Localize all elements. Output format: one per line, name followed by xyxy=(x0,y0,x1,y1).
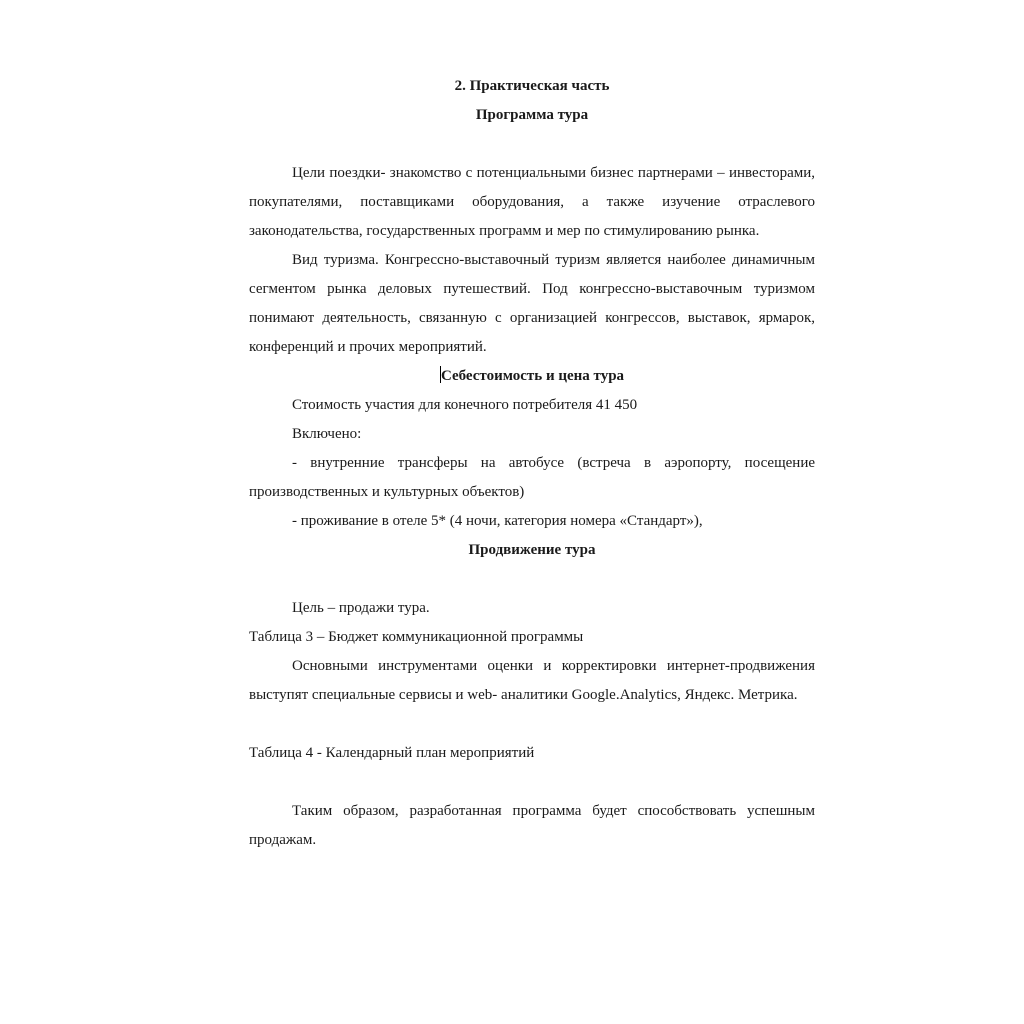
table4-caption: Таблица 4 - Календарный план мероприятий xyxy=(249,745,535,761)
section-title: 2. Практическая часть xyxy=(454,78,610,94)
cost-title xyxy=(249,362,815,391)
blank-line xyxy=(249,565,815,594)
cost-line: Стоимость участия для конечного потребителя 41 450 xyxy=(292,397,638,413)
paragraph-tools: Основными инструментами оценки и корректировки интернет-продвижения выступят специальные сервисы и web- аналитики Google.Analytics, Яндекс. Метрика. xyxy=(249,658,815,703)
promotion-title: Продвижение тура xyxy=(468,542,596,558)
included-transfers: - внутренние трансферы на автобусе (встреча в аэропорту, посещение производственных и культурных объектов) xyxy=(249,455,815,500)
blank-line xyxy=(249,710,815,739)
paragraph-tourism-type: Вид туризма. Конгрессно-выставочный туризм является наиболее динамичным сегментом рынка деловых путешествий. Под конгрессно-выставочным туризмом понимают деятельность, связанную с организацией конгрессов, выставок, ярмарок, конференций и прочих мероприятий. xyxy=(249,252,815,355)
document-page xyxy=(249,72,815,855)
paragraph-goals: Цели поездки- знакомство с потенциальными бизнес партнерами – инвесторами, покупателями, поставщиками оборудования, а также изучение отраслевого законодательства, государственных программ и мер по стимулированию рынка. xyxy=(249,165,815,239)
included-hotel: - проживание в отеле 5* (4 ночи, категория номера «Стандарт»), xyxy=(292,513,703,529)
blank-line xyxy=(249,130,815,159)
program-title: Программа тура xyxy=(475,107,589,123)
paragraph-conclusion: Таким образом, разработанная программа будет способствовать успешным продажам. xyxy=(249,803,815,848)
goal-line: Цель – продажи тура. xyxy=(292,600,430,616)
blank-line xyxy=(249,768,815,797)
cost-title-text: Себестоимость и цена тура xyxy=(440,368,625,384)
table3-caption: Таблица 3 – Бюджет коммуникационной программы xyxy=(249,629,584,645)
included-label: Включено: xyxy=(292,426,362,442)
